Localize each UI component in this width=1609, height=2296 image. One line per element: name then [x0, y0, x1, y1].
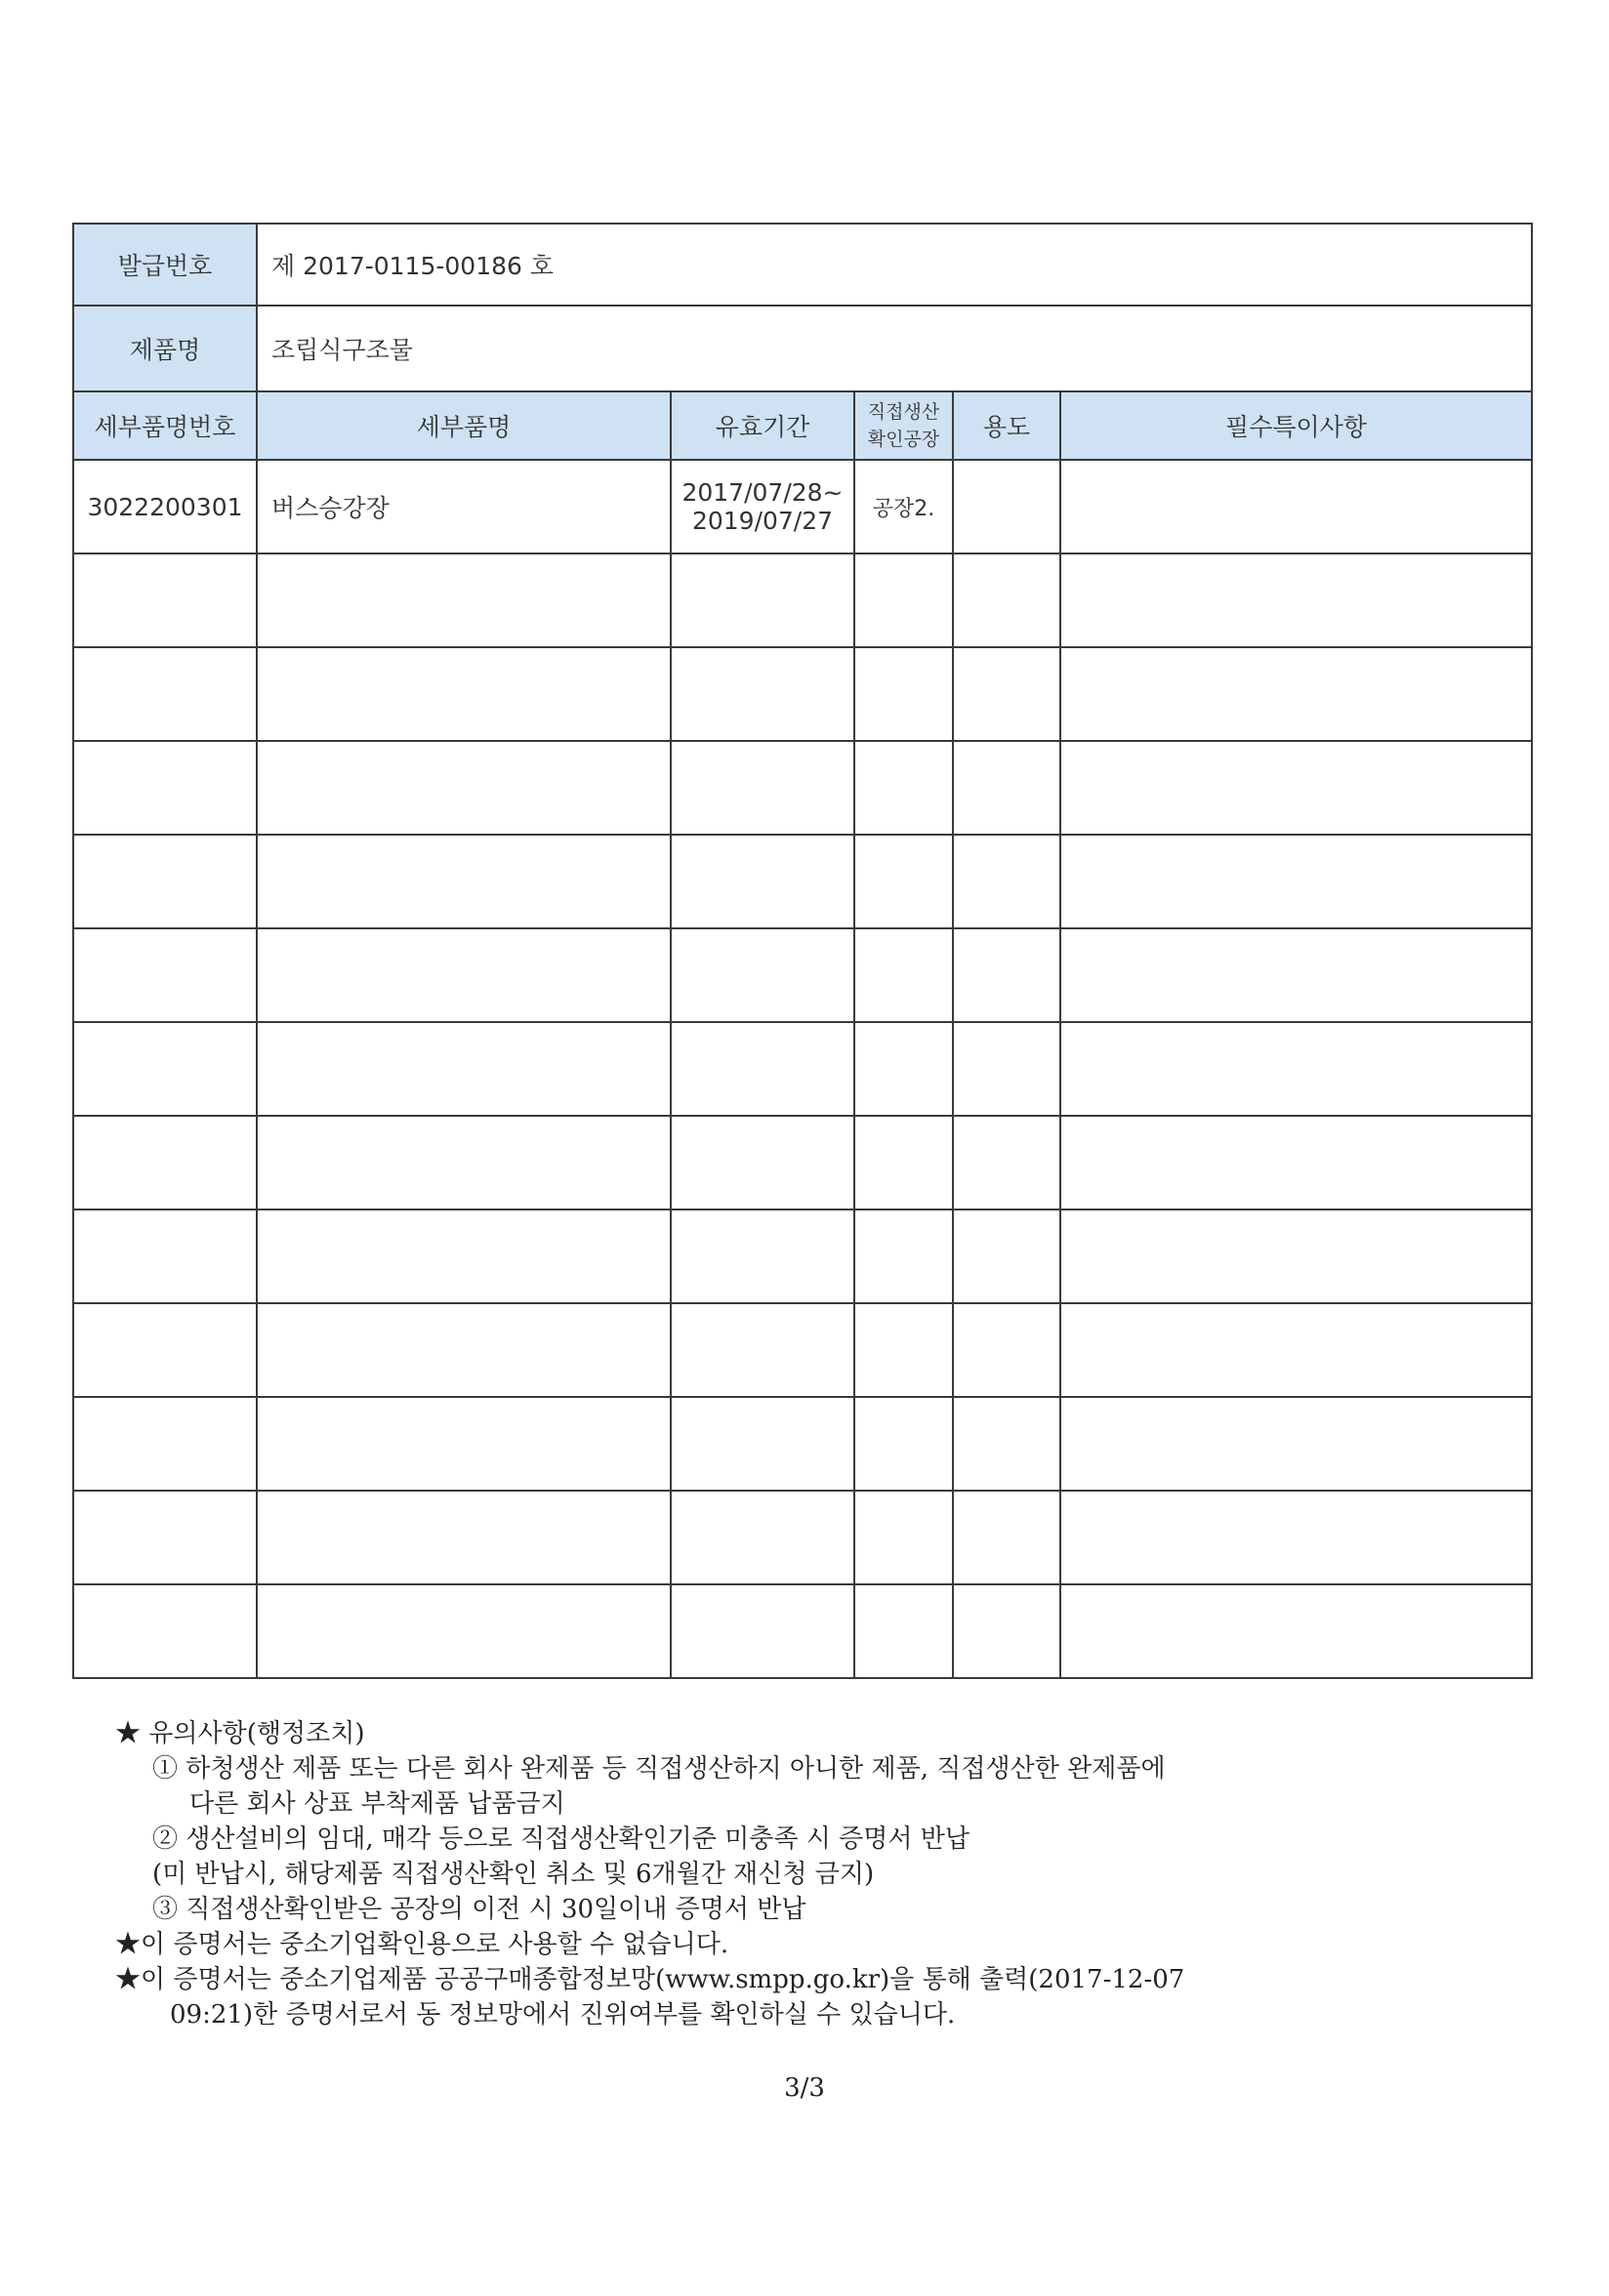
empty-cell — [671, 928, 854, 1022]
col-factory-line2: 확인공장 — [867, 429, 940, 450]
page-number: 3/3 — [784, 2073, 825, 2103]
col-detail-name: 세부품명 — [257, 391, 671, 460]
empty-cell — [73, 1491, 257, 1584]
cell-detail-name: 버스승강장 — [257, 460, 671, 554]
empty-cell — [953, 1022, 1060, 1116]
product-name-value: 조립식구조물 — [257, 306, 1532, 391]
empty-cell — [671, 1584, 854, 1678]
empty-cell — [73, 1022, 257, 1116]
empty-row — [73, 1116, 1532, 1210]
empty-row — [73, 835, 1532, 928]
empty-cell — [953, 647, 1060, 741]
empty-cell — [73, 1210, 257, 1303]
cell-special — [1060, 460, 1532, 554]
empty-cell — [257, 1584, 671, 1678]
certificate-table — [72, 223, 1533, 1679]
empty-cell — [953, 741, 1060, 835]
empty-row — [73, 928, 1532, 1022]
empty-cell — [73, 1397, 257, 1491]
empty-cell — [671, 1397, 854, 1491]
empty-cell — [854, 554, 953, 647]
empty-cell — [854, 1116, 953, 1210]
empty-cell — [953, 554, 1060, 647]
empty-cell — [671, 1303, 854, 1397]
empty-cell — [257, 1303, 671, 1397]
empty-cell — [671, 1491, 854, 1584]
validity-to: 2019/07/27 — [691, 507, 834, 535]
column-header-row — [73, 391, 1532, 460]
note-star-3: ★이 증명서는 중소기업제품 공공구매종합정보망(www.smpp.go.kr)을 통해 출력(2017-12-07 — [115, 1965, 1185, 1994]
empty-cell — [854, 741, 953, 835]
empty-cell — [257, 554, 671, 647]
col-validity: 유효기간 — [671, 391, 854, 460]
note-item-2-cont: (미 반납시, 해당제품 직접생산확인 취소 및 6개월간 재신청 금지) — [152, 1860, 875, 1889]
empty-cell — [671, 1210, 854, 1303]
empty-row — [73, 554, 1532, 647]
empty-row — [73, 1491, 1532, 1584]
note-star-3-cont: 09:21)한 증명서로서 동 정보망에서 진위여부를 확인하실 수 있습니다. — [170, 2000, 956, 2030]
col-factory-line1: 직접생산 — [867, 401, 940, 423]
empty-cell — [854, 1584, 953, 1678]
product-name-row — [73, 306, 1532, 391]
empty-cell — [257, 741, 671, 835]
col-usage: 용도 — [953, 391, 1060, 460]
empty-cell — [1060, 554, 1532, 647]
empty-cell — [671, 835, 854, 928]
empty-row — [73, 1584, 1532, 1678]
empty-cell — [73, 1303, 257, 1397]
empty-cell — [257, 1116, 671, 1210]
empty-cell — [73, 647, 257, 741]
cell-detail-number: 3022200301 — [73, 460, 257, 554]
empty-cell — [1060, 1303, 1532, 1397]
issue-number-label: 발급번호 — [73, 224, 257, 306]
empty-cell — [73, 835, 257, 928]
table-row — [73, 460, 1532, 554]
validity-from: 2017/07/28~ — [681, 478, 844, 507]
empty-cell — [257, 1210, 671, 1303]
empty-cell — [671, 554, 854, 647]
note-item-1: ① 하청생산 제품 또는 다른 회사 완제품 등 직접생산하지 아니한 제품, 직접생산한 완제품에 — [152, 1754, 1166, 1784]
empty-cell — [953, 928, 1060, 1022]
empty-cell — [1060, 1491, 1532, 1584]
empty-cell — [257, 835, 671, 928]
empty-row — [73, 647, 1532, 741]
empty-cell — [257, 647, 671, 741]
col-factory — [854, 391, 953, 460]
empty-cell — [854, 1303, 953, 1397]
empty-cell — [953, 1116, 1060, 1210]
note-star-2: ★이 증명서는 중소기업확인용으로 사용할 수 없습니다. — [115, 1930, 729, 1959]
empty-cell — [73, 1116, 257, 1210]
empty-cell — [73, 1584, 257, 1678]
empty-cell — [671, 741, 854, 835]
empty-cell — [257, 1491, 671, 1584]
note-item-1-cont: 다른 회사 상표 부착제품 납품금지 — [189, 1789, 565, 1819]
product-name-label: 제품명 — [73, 306, 257, 391]
empty-cell — [1060, 647, 1532, 741]
empty-cell — [1060, 928, 1532, 1022]
empty-row — [73, 1022, 1532, 1116]
empty-cell — [854, 1491, 953, 1584]
col-detail-number: 세부품명번호 — [73, 391, 257, 460]
empty-cell — [1060, 1584, 1532, 1678]
empty-cell — [1060, 1210, 1532, 1303]
issue-number-row — [73, 224, 1532, 306]
empty-cell — [1060, 741, 1532, 835]
empty-cell — [953, 1491, 1060, 1584]
note-item-3: ③ 직접생산확인받은 공장의 이전 시 30일이내 증명서 반납 — [152, 1895, 806, 1924]
empty-cell — [671, 647, 854, 741]
empty-cell — [953, 1303, 1060, 1397]
empty-cell — [854, 1210, 953, 1303]
cell-usage — [953, 460, 1060, 554]
empty-cell — [854, 647, 953, 741]
empty-cell — [1060, 835, 1532, 928]
empty-cell — [953, 1397, 1060, 1491]
empty-row — [73, 1397, 1532, 1491]
empty-cell — [257, 1022, 671, 1116]
empty-cell — [73, 928, 257, 1022]
empty-row — [73, 741, 1532, 835]
notes-heading: ★ 유의사항(행정조치) — [115, 1719, 365, 1748]
empty-cell — [854, 835, 953, 928]
empty-cell — [671, 1116, 854, 1210]
empty-cell — [953, 835, 1060, 928]
empty-row — [73, 1210, 1532, 1303]
empty-cell — [1060, 1116, 1532, 1210]
empty-cell — [953, 1210, 1060, 1303]
cell-factory: 공장2. — [854, 460, 953, 554]
cell-validity — [671, 460, 854, 554]
empty-cell — [73, 554, 257, 647]
empty-cell — [854, 928, 953, 1022]
empty-cell — [953, 1584, 1060, 1678]
empty-cell — [73, 741, 257, 835]
empty-cell — [257, 1397, 671, 1491]
issue-number-value: 제 2017-0115-00186 호 — [257, 224, 1532, 306]
empty-cell — [1060, 1022, 1532, 1116]
note-item-2: ② 생산설비의 임대, 매각 등으로 직접생산확인기준 미충족 시 증명서 반납 — [152, 1824, 970, 1854]
empty-cell — [257, 928, 671, 1022]
empty-cell — [671, 1022, 854, 1116]
empty-cell — [854, 1397, 953, 1491]
empty-cell — [1060, 1397, 1532, 1491]
col-special: 필수특이사항 — [1060, 391, 1532, 460]
empty-cell — [854, 1022, 953, 1116]
notes-section — [115, 1716, 1521, 2032]
empty-row — [73, 1303, 1532, 1397]
